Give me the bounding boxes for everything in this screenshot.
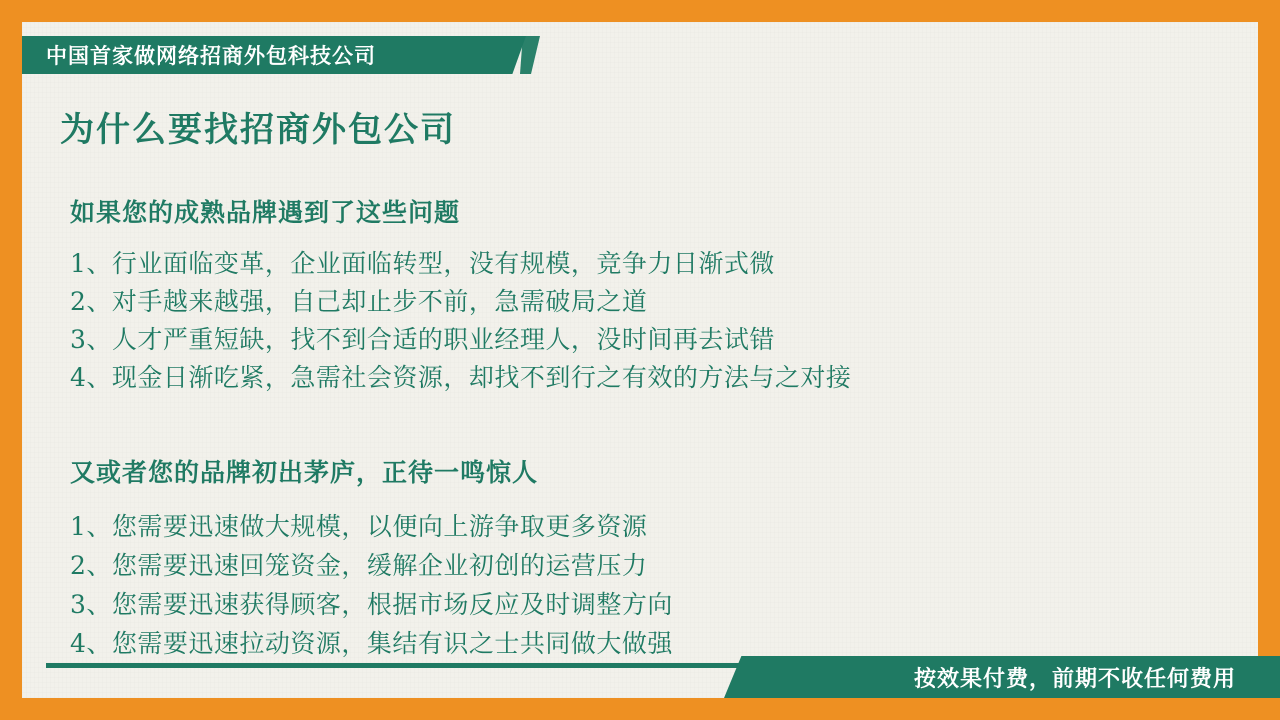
list-new-brand-needs: [70, 507, 1236, 663]
section-heading-new-brand: 又或者您的品牌初出茅庐，正待一鸣惊人: [70, 459, 539, 487]
slide-content: [0, 96, 1236, 663]
list-item: 4、现金日渐吃紧，急需社会资源，却找不到行之有效的方法与之对接: [70, 363, 852, 392]
top-banner-text: 中国首家做网络招商外包科技公司: [46, 45, 376, 68]
bottom-divider-rule: [46, 663, 746, 668]
section-mature-brand: [0, 193, 1236, 397]
list-item: 3、您需要迅速获得顾客，根据市场反应及时调整方向: [70, 590, 673, 619]
list-item: 2、您需要迅速回笼资金，缓解企业初创的运营压力: [70, 551, 648, 580]
list-item: 1、您需要迅速做大规模，以便向上游争取更多资源: [70, 512, 648, 541]
bottom-banner: [750, 656, 1280, 698]
list-item: 1、行业面临变革，企业面临转型，没有规模，竞争力日渐式微: [70, 249, 775, 278]
page-title: 为什么要找招商外包公司: [60, 111, 456, 149]
list-mature-brand-problems: [70, 245, 1236, 397]
top-banner: [22, 36, 492, 74]
list-item: 2、对手越来越强，自己却止步不前，急需破局之道: [70, 287, 648, 316]
section-heading-mature-brand: 如果您的成熟品牌遇到了这些问题: [70, 199, 461, 227]
list-item: 4、您需要迅速拉动资源，集结有识之士共同做大做强: [70, 629, 673, 658]
list-item: 3、人才严重短缺，找不到合适的职业经理人，没时间再去试错: [70, 325, 775, 354]
bottom-banner-text: 按效果付费，前期不收任何费用: [913, 665, 1236, 691]
section-new-brand: [0, 453, 1236, 663]
